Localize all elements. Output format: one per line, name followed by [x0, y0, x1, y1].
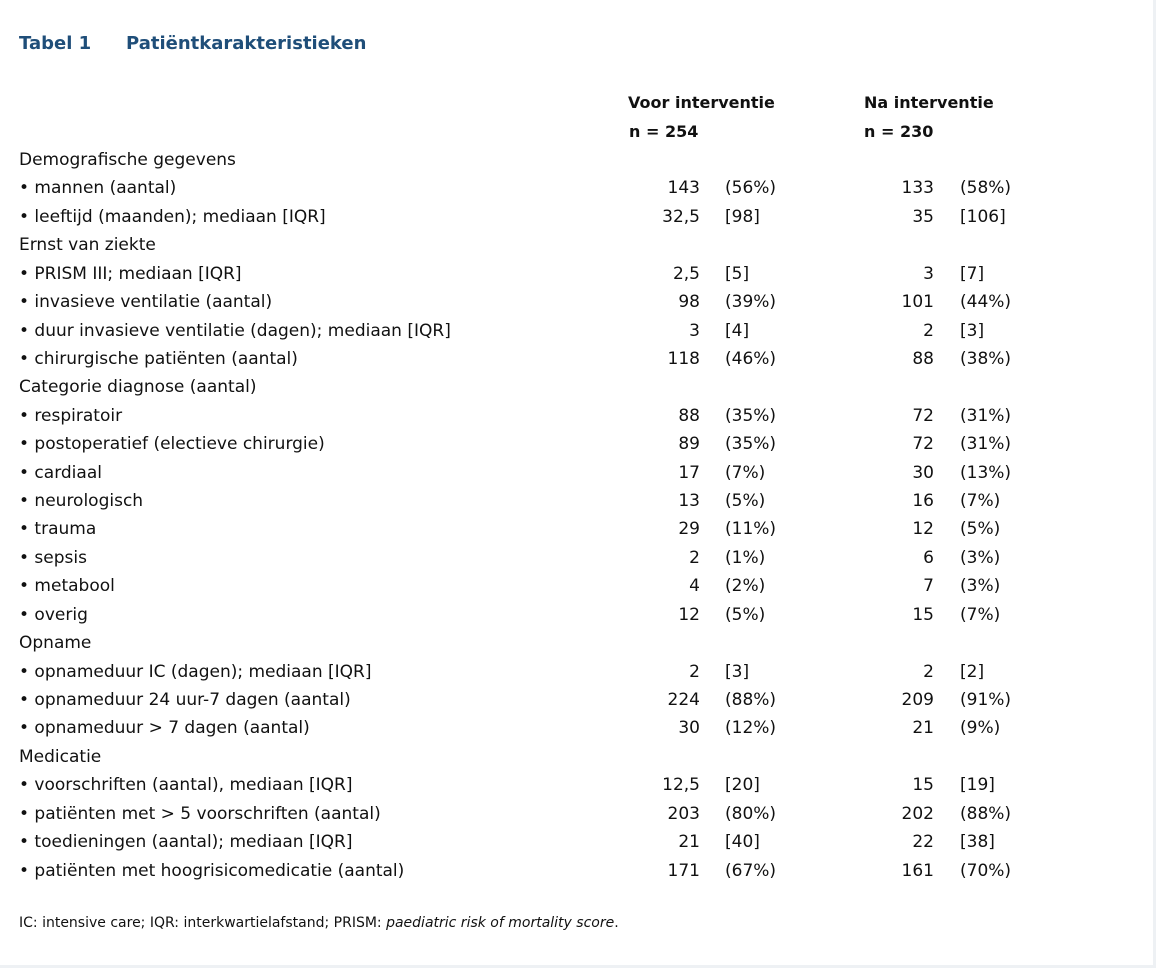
section-label: Ernst van ziekte [19, 235, 156, 256]
row-label: • patiënten met hoogrisicomedicatie (aantal) [19, 860, 405, 881]
footnote-italic-term: paediatric risk of mortality score [386, 915, 615, 931]
table-row [0, 658, 1156, 686]
table-row [0, 487, 1156, 515]
value-before: 98 [678, 292, 700, 313]
table-row [0, 260, 1156, 288]
value-before: 29 [678, 519, 700, 540]
table-row [0, 857, 1156, 885]
value-after: 7 [923, 576, 934, 597]
detail-before: (35%) [725, 434, 777, 455]
row-label: • respiratoir [19, 405, 123, 426]
value-after: 30 [912, 462, 934, 483]
table-row [0, 402, 1156, 430]
value-before: 88 [678, 405, 700, 426]
row-label: • PRISM III; mediaan [IQR] [19, 263, 242, 284]
detail-after: (44%) [960, 292, 1012, 313]
row-label: • postoperatief (electieve chirurgie) [19, 434, 325, 455]
detail-before: (1%) [725, 547, 766, 568]
row-label: • mannen (aantal) [19, 178, 177, 199]
value-after: 161 [901, 860, 934, 881]
detail-before: (7%) [725, 462, 766, 483]
column-header-before: Voor interventie [628, 93, 775, 112]
table-row [0, 459, 1156, 487]
value-before: 12 [678, 604, 700, 625]
row-label: • duur invasieve ventilatie (dagen); mediaan [IQR] [19, 320, 451, 341]
value-before: 2 [689, 661, 700, 682]
detail-before: [4] [725, 320, 750, 341]
detail-before: (12%) [725, 718, 777, 739]
value-before: 21 [678, 832, 700, 853]
value-after: 15 [912, 775, 934, 796]
detail-after: (70%) [960, 860, 1012, 881]
table-row [0, 430, 1156, 458]
value-after: 101 [901, 292, 934, 313]
row-label: • toedieningen (aantal); mediaan [IQR] [19, 832, 353, 853]
footnote-period: . [614, 915, 619, 931]
detail-after: (3%) [960, 576, 1001, 597]
value-after: 72 [912, 405, 934, 426]
value-after: 35 [912, 206, 934, 227]
value-after: 16 [912, 491, 934, 512]
row-label: • voorschriften (aantal), mediaan [IQR] [19, 775, 353, 796]
value-before: 143 [667, 178, 700, 199]
detail-after: [2] [960, 661, 985, 682]
detail-after: (38%) [960, 348, 1012, 369]
value-before: 118 [667, 348, 700, 369]
value-before: 2,5 [672, 263, 700, 284]
value-after: 21 [912, 718, 934, 739]
table-row [0, 800, 1156, 828]
detail-after: [3] [960, 320, 985, 341]
table-number: Tabel 1 [19, 33, 92, 54]
table-row [0, 572, 1156, 600]
detail-before: (46%) [725, 348, 777, 369]
detail-before: (39%) [725, 292, 777, 313]
detail-after: [38] [960, 832, 995, 853]
row-label: • trauma [19, 519, 97, 540]
detail-before: (80%) [725, 803, 777, 824]
detail-before: [3] [725, 661, 750, 682]
section-label: Medicatie [19, 746, 102, 767]
section-row [0, 743, 1156, 771]
value-before: 12,5 [662, 775, 700, 796]
detail-before: [98] [725, 206, 760, 227]
row-label: • metabool [19, 576, 115, 597]
value-after: 2 [923, 320, 934, 341]
section-row [0, 231, 1156, 259]
detail-after: (88%) [960, 803, 1012, 824]
value-before: 89 [678, 434, 700, 455]
value-after: 3 [923, 263, 934, 284]
value-after: 15 [912, 604, 934, 625]
value-before: 30 [678, 718, 700, 739]
table-row [0, 771, 1156, 799]
detail-after: (5%) [960, 519, 1001, 540]
value-before: 17 [678, 462, 700, 483]
table-caption [19, 33, 366, 59]
detail-after: (7%) [960, 491, 1001, 512]
section-row [0, 373, 1156, 401]
characteristics-table [0, 146, 1156, 885]
detail-after: [19] [960, 775, 995, 796]
row-label: • sepsis [19, 547, 87, 568]
row-label: • leeftijd (maanden); mediaan [IQR] [19, 206, 326, 227]
section-row [0, 629, 1156, 657]
table-row [0, 203, 1156, 231]
row-label: • opnameduur > 7 dagen (aantal) [19, 718, 310, 739]
detail-after: (31%) [960, 405, 1012, 426]
column-header-after: Na interventie [864, 93, 994, 112]
detail-after: (91%) [960, 690, 1012, 711]
value-before: 224 [667, 690, 700, 711]
detail-after: (3%) [960, 547, 1001, 568]
detail-after: (7%) [960, 604, 1001, 625]
table-row [0, 714, 1156, 742]
detail-after: (9%) [960, 718, 1001, 739]
table-footnote [19, 915, 619, 931]
value-before: 171 [667, 860, 700, 881]
detail-before: (5%) [725, 491, 766, 512]
value-before: 32,5 [662, 206, 700, 227]
value-before: 4 [689, 576, 700, 597]
table-row [0, 174, 1156, 202]
detail-before: [20] [725, 775, 760, 796]
detail-after: (13%) [960, 462, 1012, 483]
value-after: 6 [923, 547, 934, 568]
section-label: Categorie diagnose (aantal) [19, 377, 257, 398]
detail-before: (56%) [725, 178, 777, 199]
detail-before: [40] [725, 832, 760, 853]
row-label: • patiënten met > 5 voorschriften (aantal) [19, 803, 381, 824]
value-before: 13 [678, 491, 700, 512]
detail-before: (5%) [725, 604, 766, 625]
value-before: 2 [689, 547, 700, 568]
footnote-abbreviations: IC: intensive care; IQR: interkwartielafstand; PRISM: [19, 915, 387, 931]
detail-after: [7] [960, 263, 985, 284]
table-row [0, 515, 1156, 543]
value-after: 88 [912, 348, 934, 369]
value-after: 2 [923, 661, 934, 682]
detail-before: (2%) [725, 576, 766, 597]
table-row [0, 828, 1156, 856]
table-row [0, 317, 1156, 345]
table-row [0, 288, 1156, 316]
detail-before: (35%) [725, 405, 777, 426]
value-after: 209 [901, 690, 934, 711]
value-after: 22 [912, 832, 934, 853]
section-row [0, 146, 1156, 174]
value-after: 202 [901, 803, 934, 824]
section-label: Demografische gegevens [19, 150, 236, 170]
column-n-before: n = 254 [629, 122, 699, 141]
row-label: • neurologisch [19, 491, 144, 512]
detail-before: (11%) [725, 519, 777, 540]
table-row [0, 544, 1156, 572]
table-row [0, 345, 1156, 373]
detail-after: (31%) [960, 434, 1012, 455]
row-label: • cardiaal [19, 462, 102, 483]
value-after: 72 [912, 434, 934, 455]
table-row [0, 686, 1156, 714]
row-label: • invasieve ventilatie (aantal) [19, 292, 273, 313]
row-label: • chirurgische patiënten (aantal) [19, 348, 298, 369]
detail-before: [5] [725, 263, 750, 284]
column-n-after: n = 230 [864, 122, 934, 141]
value-before: 203 [667, 803, 700, 824]
row-label: • opnameduur 24 uur-7 dagen (aantal) [19, 690, 351, 711]
table-title: Patiëntkarakteristieken [126, 33, 367, 54]
row-label: • overig [19, 604, 88, 625]
detail-after: (58%) [960, 178, 1012, 199]
value-after: 12 [912, 519, 934, 540]
value-after: 133 [901, 178, 934, 199]
value-before: 3 [689, 320, 700, 341]
detail-before: (88%) [725, 690, 777, 711]
table-row [0, 601, 1156, 629]
section-label: Opname [19, 633, 92, 654]
detail-after: [106] [960, 206, 1006, 227]
row-label: • opnameduur IC (dagen); mediaan [IQR] [19, 661, 372, 682]
detail-before: (67%) [725, 860, 777, 881]
